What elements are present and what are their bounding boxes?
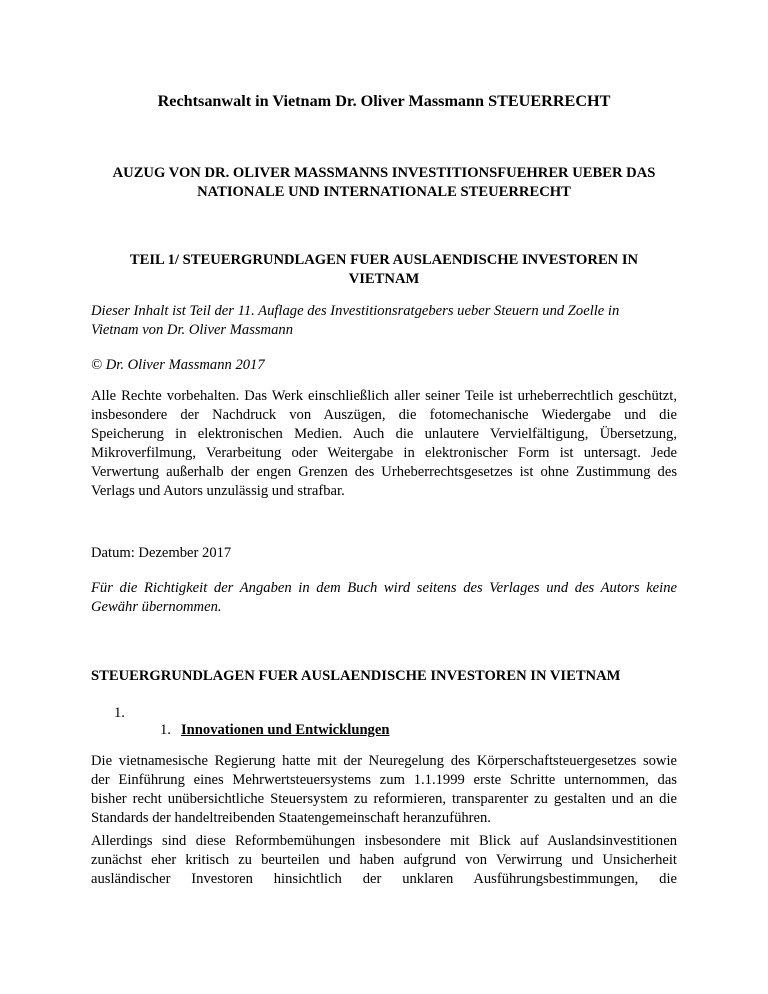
list-inner-number: 1. xyxy=(160,722,171,738)
paragraph-2 xyxy=(91,832,677,889)
paragraph-1-line-3: bisher recht unübersichtliche Steuersystem zu reformieren, transparenter zu gestalten und an die xyxy=(91,791,677,807)
disclaimer-paragraph xyxy=(91,579,677,617)
rights-line-3: Speicherung in elektronischen Medien. Auch die unlautere Vervielfältigung, Übersetzung, xyxy=(91,426,677,442)
intro-line-2: Vietnam von Dr. Oliver Massmann xyxy=(91,322,293,338)
intro-line-1: Dieser Inhalt ist Teil der 11. Auflage des Investitionsratgebers ueber Steuern und Zoelle in xyxy=(91,303,620,319)
list-outer-item xyxy=(114,704,125,723)
subtitle xyxy=(91,164,677,202)
subsection-heading: Innovationen und Entwicklungen xyxy=(181,722,390,738)
disclaimer-line-2: Gewähr übernommen. xyxy=(91,599,222,615)
subtitle-line-2: NATIONALE UND INTERNATIONALE STEUERRECHT xyxy=(197,184,571,200)
date-text: Datum: Dezember 2017 xyxy=(91,545,232,561)
rights-line-1: Alle Rechte vorbehalten. Das Werk einschließlich aller seiner Teile ist urheberrechtlich geschützt, xyxy=(91,388,677,404)
rights-line-4: Mikroverfilmung, Verarbeitung oder Weitergabe in elektronischer Form ist untersagt. Jede xyxy=(91,445,677,461)
part-heading-line-2: VIETNAM xyxy=(348,271,420,287)
copyright-text: © Dr. Oliver Massmann 2017 xyxy=(91,357,265,373)
list-inner-item xyxy=(160,721,389,740)
rights-line-6: Verlags und Autors unzulässig und strafbar. xyxy=(91,483,345,499)
section-heading xyxy=(91,667,677,686)
paragraph-1 xyxy=(91,752,677,828)
copyright-notice xyxy=(91,356,677,375)
disclaimer-line-1: Für die Richtigkeit der Angaben in dem Buch wird seitens des Verlages und des Autors keine xyxy=(91,580,677,596)
paragraph-1-line-2: der Einführung eines Mehrwertsteuersystems zum 1.1.1999 erste Schritte unternommen, das xyxy=(91,772,677,788)
paragraph-2-line-1: Allerdings sind diese Reformbemühungen insbesondere mit Blick auf Auslandsinvestitionen xyxy=(91,833,677,849)
header-title-text: Rechtsanwalt in Vietnam Dr. Oliver Massmann STEUERRECHT xyxy=(157,92,611,110)
section-heading-text: STEUERGRUNDLAGEN FUER AUSLAENDISCHE INVESTOREN IN VIETNAM xyxy=(91,668,621,684)
document-date xyxy=(91,544,677,563)
paragraph-2-line-3: ausländischer Investoren hinsichtlich der unklaren Ausführungsbestimmungen, die xyxy=(91,871,677,887)
paragraph-1-line-1: Die vietnamesische Regierung hatte mit der Neuregelung des Körperschaftsteuergesetzes sowie xyxy=(91,753,677,769)
rights-line-5: Verwertung außerhalb der engen Grenzen des Urheberrechtsgesetzes ist ohne Zustimmung des xyxy=(91,464,677,480)
paragraph-2-line-2: zunächst eher kritisch zu beurteilen und haben aufgrund von Verwirrung und Unsicherheit xyxy=(91,852,677,868)
list-outer-number: 1. xyxy=(114,705,125,721)
intro-paragraph xyxy=(91,302,677,340)
subtitle-line-1: AUZUG VON DR. OLIVER MASSMANNS INVESTITIONSFUEHRER UEBER DAS xyxy=(112,165,656,181)
paragraph-1-line-4: Standards der handeltreibenden Staatengemeinschaft heranzuführen. xyxy=(91,810,491,826)
rights-line-2: insbesondere der Nachdruck von Auszügen, die fotomechanische Wiedergabe und die xyxy=(91,407,677,423)
header-title xyxy=(91,91,677,111)
rights-paragraph xyxy=(91,387,677,501)
part-heading xyxy=(91,251,677,289)
part-heading-line-1: TEIL 1/ STEUERGRUNDLAGEN FUER AUSLAENDISCHE INVESTOREN IN xyxy=(129,252,639,268)
